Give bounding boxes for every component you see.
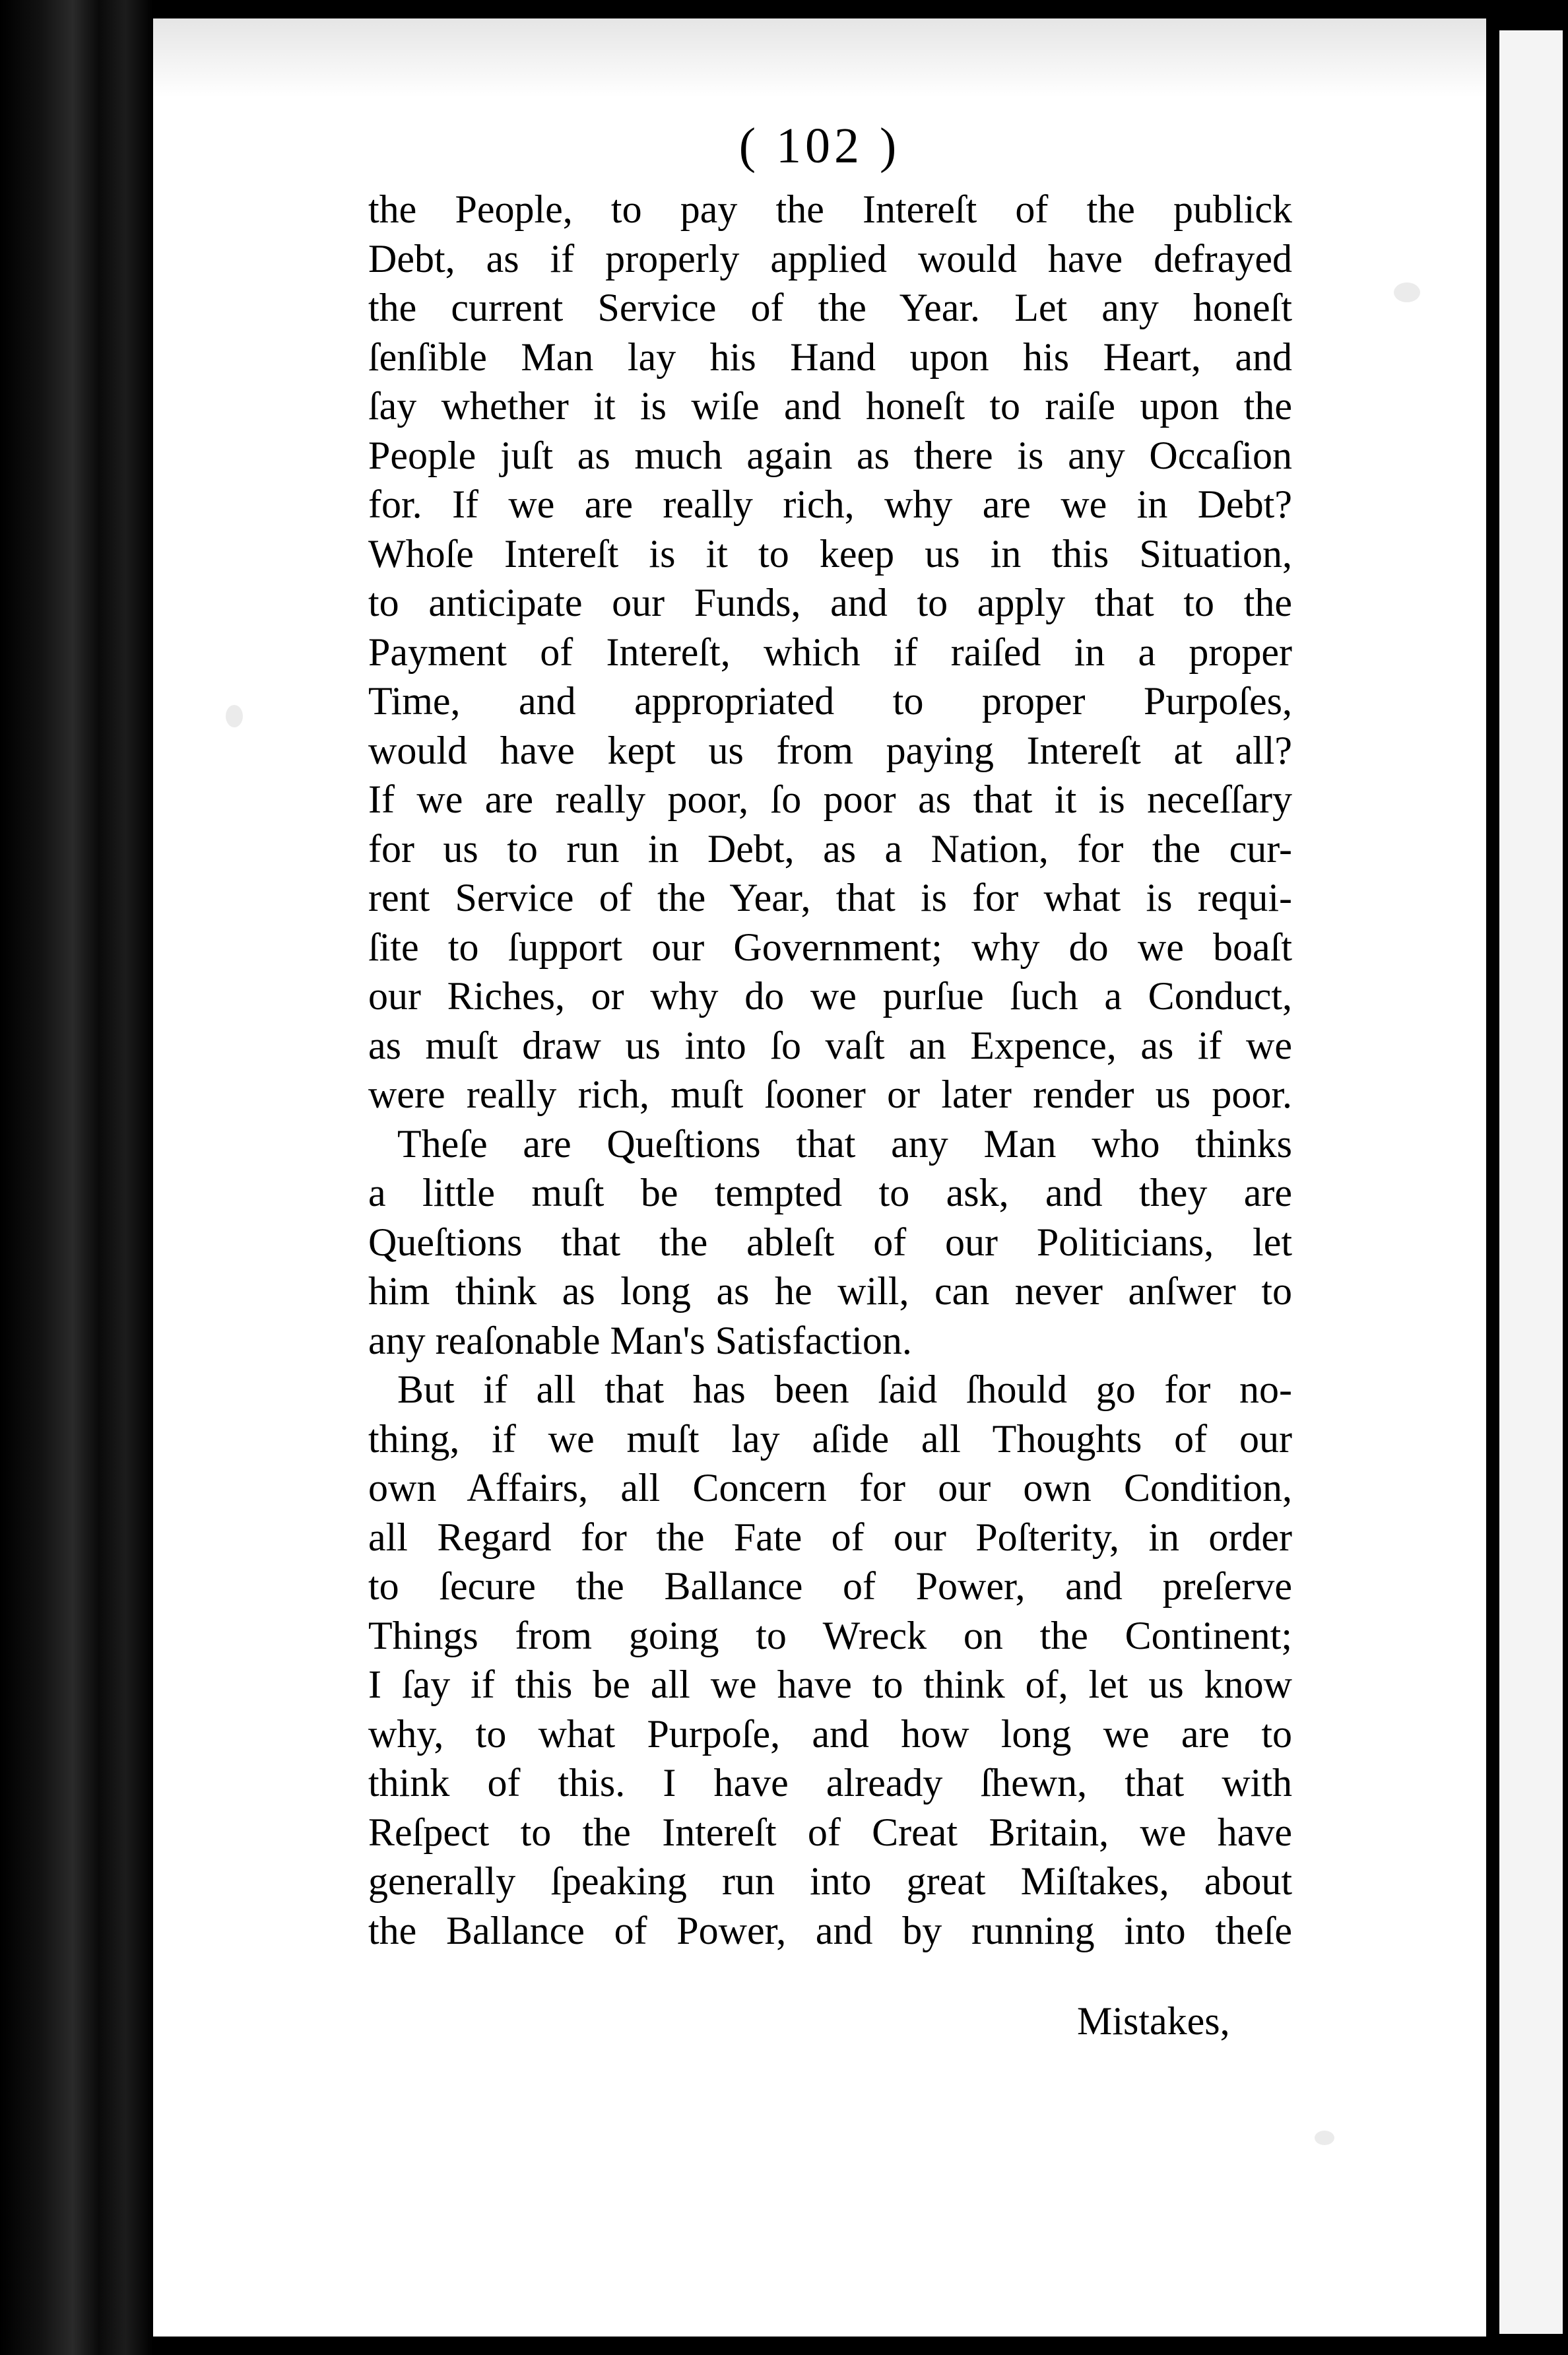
text-line: any reaſonable Man's Satisfaction. xyxy=(368,1318,912,1362)
text-line: as muſt draw us into ſo vaſt an Expence, as if we xyxy=(368,1023,1292,1067)
text-line: But if all that has been ſaid ſhould go for no- xyxy=(397,1368,1292,1411)
page-number: ( 102 ) xyxy=(738,118,901,174)
text-line: Queſtions that the ableſt of our Politicians, let xyxy=(368,1220,1292,1264)
book-page xyxy=(153,18,1486,2337)
text-line: If we are really poor, ſo poor as that it is neceſſary xyxy=(368,778,1292,821)
text-line: Theſe are Queſtions that any Man who thinks xyxy=(397,1121,1292,1166)
text-line: thing, if we muſt lay aſide all Thoughts of our xyxy=(368,1416,1292,1461)
book-binding-gutter xyxy=(0,0,153,2355)
text-line: I ſay if this be all we have to think of, let us know xyxy=(368,1663,1292,1706)
paper-stain xyxy=(1394,282,1420,302)
text-line: ſite to ſupport our Government; why do we boaſt xyxy=(368,925,1292,969)
text-line: our Riches, or why do we purſue ſuch a Conduct, xyxy=(368,974,1292,1018)
text-line: ſay whether it is wiſe and honeſt to raiſe upon the xyxy=(368,384,1292,428)
text-line: him think as long as he will, can never anſwer to xyxy=(368,1269,1292,1313)
paper-stain xyxy=(226,705,243,727)
paper-stain xyxy=(1315,2131,1334,2145)
text-line: Debt, as if properly applied would have defrayed xyxy=(368,236,1292,281)
text-line: rent Service of the Year, that is for what is requi- xyxy=(368,876,1292,919)
text-line: all Regard for the Fate of our Poſterity, in order xyxy=(368,1515,1292,1559)
text-line: Payment of Intereſt, which if raiſed in a proper xyxy=(368,630,1292,674)
text-line: Whoſe Intereſt is it to keep us in this Situation, xyxy=(368,531,1292,576)
text-line: would have kept us from paying Intereſt at all? xyxy=(368,728,1292,772)
text-line: People juſt as much again as there is any Occaſion xyxy=(368,433,1292,477)
catchword: Mistakes, xyxy=(1077,1999,1230,2043)
text-line: the current Service of the Year. Let any honeſt xyxy=(368,286,1292,329)
text-line: ſenſible Man lay his Hand upon his Heart, and xyxy=(368,335,1292,379)
text-line: think of this. I have already ſhewn, that with xyxy=(368,1761,1292,1805)
text-line: own Affairs, all Concern for our own Condition, xyxy=(368,1466,1292,1509)
text-line: for us to run in Debt, as a Nation, for the cur- xyxy=(368,826,1292,871)
text-line: the Ballance of Power, and by running into theſe xyxy=(368,1908,1292,1952)
text-line: a little muſt be tempted to ask, and they are xyxy=(368,1171,1292,1214)
page-shadow xyxy=(153,18,1486,98)
text-line: why, to what Purpoſe, and how long we are to xyxy=(368,1711,1292,1756)
body-text xyxy=(368,185,1292,1955)
text-line: to anticipate our Funds, and to apply that to the xyxy=(368,581,1292,624)
text-line: generally ſpeaking run into great Miſtakes, about xyxy=(368,1859,1292,1903)
text-line: Things from going to Wreck on the Continent; xyxy=(368,1613,1292,1657)
text-line: Time, and appropriated to proper Purpoſes, xyxy=(368,679,1292,723)
adjacent-page-strip xyxy=(1495,30,1563,2334)
text-line: the People, to pay the Intereſt of the publick xyxy=(368,187,1292,231)
text-line: to ſecure the Ballance of Power, and preſerve xyxy=(368,1564,1292,1608)
text-line: Reſpect to the Intereſt of Creat Britain, we have xyxy=(368,1810,1292,1854)
text-line: were really rich, muſt ſooner or later render us poor. xyxy=(368,1073,1292,1116)
text-line: for. If we are really rich, why are we in Debt? xyxy=(368,482,1292,526)
